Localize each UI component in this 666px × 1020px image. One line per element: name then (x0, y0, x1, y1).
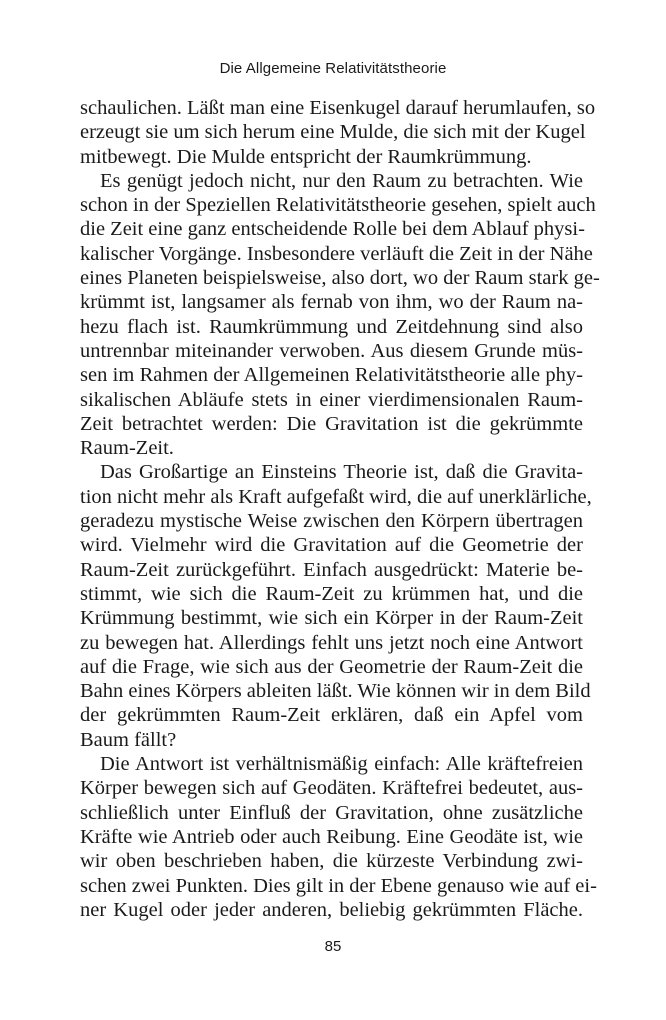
text-line: Das Großartige an Einsteins Theorie ist, daß die Gravita- (100, 461, 583, 484)
text-line: kalischer Vorgänge. Insbesondere verläuft die Zeit in der Nähe (80, 242, 593, 265)
text-line: Krümmung bestimmt, wie sich ein Körper in der Raum-Zeit (80, 607, 583, 630)
text-line: wird. Vielmehr wird die Gravitation auf die Geometrie der (80, 534, 583, 557)
text-line: hezu flach ist. Raumkrümmung und Zeitdehnung sind also (80, 315, 583, 338)
text-line: sen im Rahmen der Allgemeinen Relativitätstheorie alle phy- (80, 364, 583, 387)
text-line: die Zeit eine ganz entscheidende Rolle bei dem Ablauf physi- (80, 218, 585, 241)
text-line: Raum-Zeit zurückgeführt. Einfach ausgedrückt: Materie be- (80, 558, 583, 581)
text-line: schaulichen. Läßt man eine Eisenkugel darauf herumlaufen, so (80, 97, 596, 119)
page-number: 85 (324, 938, 342, 955)
text-line: schließlich unter Einfluß der Gravitation, ohne zusätzliche (80, 801, 583, 824)
text-line: Es genügt jedoch nicht, nur den Raum zu betrachten. Wie (100, 169, 583, 192)
text-line: Körper bewegen sich auf Geodäten. Kräftefrei bedeutet, aus- (80, 777, 583, 800)
text-line: wir oben beschrieben haben, die kürzeste Verbindung zwi- (80, 850, 583, 873)
text-line: schon in der Speziellen Relativitätstheorie gesehen, spielt auch (80, 194, 596, 217)
text-line: Zeit betrachtet werden: Die Gravitation ist die gekrümmte (80, 412, 583, 435)
text-line: tion nicht mehr als Kraft aufgefaßt wird, die auf unerklärliche, (80, 485, 592, 508)
text-line: ner Kugel oder jeder anderen, beliebig gekrümmten Fläche. (80, 898, 583, 921)
running-head: Die Allgemeine Relativitätstheorie (219, 60, 447, 77)
text-line: der gekrümmten Raum-Zeit erklären, daß ein Apfel vom (80, 704, 583, 727)
text-line: stimmt, wie sich die Raum-Zeit zu krümmen hat, und die (80, 582, 583, 605)
text-line: auf die Frage, wie sich aus der Geometrie der Raum-Zeit die (80, 655, 583, 678)
text-line: Die Antwort ist verhältnismäßig einfach: Alle kräftefreien (100, 753, 583, 776)
text-line: eines Planeten beispielsweise, also dort, wo der Raum stark ge- (80, 267, 600, 290)
text-line: schen zwei Punkten. Dies gilt in der Ebene genauso wie auf ei- (80, 874, 597, 897)
text-line: Kräfte wie Antrieb oder auch Reibung. Eine Geodäte ist, wie (80, 825, 583, 848)
body-text (80, 96, 600, 922)
text-line: Baum fällt? (80, 728, 177, 751)
text-line: sikalischen Abläufe stets in einer vierdimensionalen Raum- (80, 388, 583, 411)
text-line: untrennbar miteinander verwoben. Aus diesem Grunde müs- (80, 339, 583, 362)
text-line: mitbewegt. Die Mulde entspricht der Raumkrümmung. (80, 145, 532, 168)
text-line: zu bewegen hat. Allerdings fehlt uns jetzt noch eine Antwort (80, 631, 583, 654)
text-line: krümmt ist, langsamer als fernab von ihm, wo der Raum na- (80, 291, 583, 314)
text-line: Bahn eines Körpers ableiten läßt. Wie können wir in dem Bild (80, 680, 591, 703)
text-line: Raum-Zeit. (80, 437, 174, 460)
text-line: geradezu mystische Weise zwischen den Körpern übertragen (80, 510, 583, 533)
text-line: erzeugt sie um sich herum eine Mulde, die sich mit der Kugel (80, 121, 586, 144)
